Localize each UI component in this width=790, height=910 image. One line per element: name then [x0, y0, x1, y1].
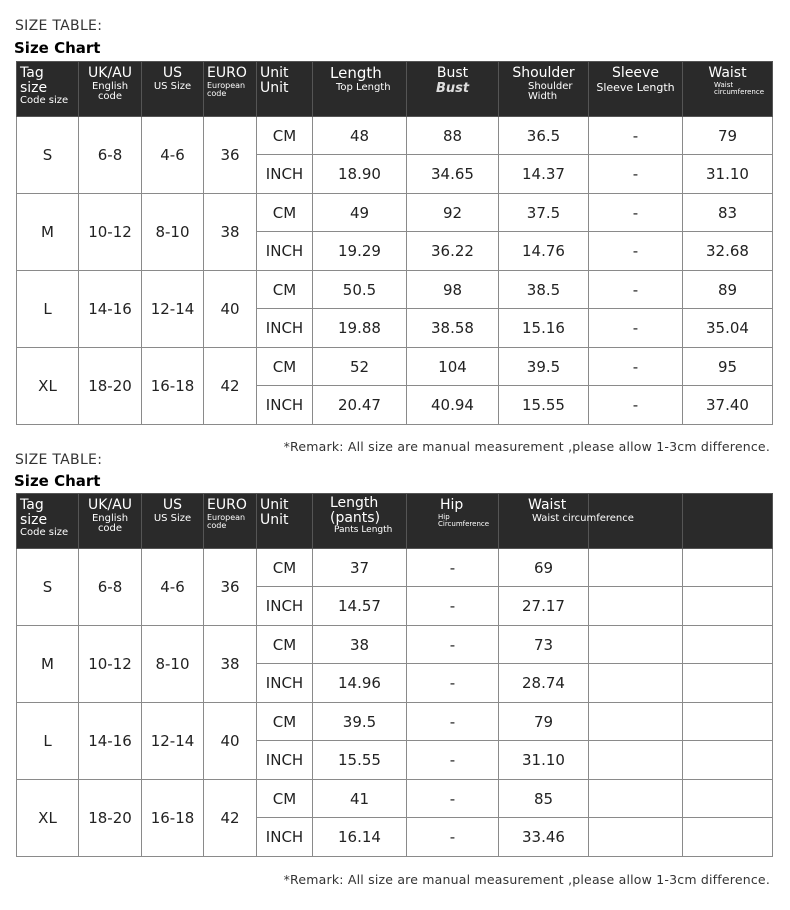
sleeve-cell: -: [589, 348, 683, 386]
unit-cell: INCH: [257, 741, 313, 780]
bust-cell: 40.94: [407, 386, 499, 425]
bust-cell: 36.22: [407, 232, 499, 271]
hip-cell: -: [407, 780, 499, 818]
hip-cell: -: [407, 818, 499, 857]
top-size-table: [16, 61, 773, 425]
hip-cell: -: [407, 703, 499, 741]
waist-cell: 79: [499, 703, 589, 741]
empty-cell: [589, 703, 683, 741]
length-cell: 14.96: [313, 664, 407, 703]
table-row: [17, 117, 773, 155]
header-waist: Waist Waist circumference: [683, 62, 773, 117]
us-size-cell: 16-18: [142, 780, 204, 857]
empty-cell: [683, 626, 773, 664]
empty-cell: [589, 741, 683, 780]
unit-cell: INCH: [257, 818, 313, 857]
header-us: US US Size: [142, 62, 204, 117]
header-length: Length Top Length: [313, 62, 407, 117]
hip-cell: -: [407, 741, 499, 780]
header-shoulder: Shoulder Shoulder Width: [499, 62, 589, 117]
waist-cell: 83: [683, 194, 773, 232]
uk-au-cell: 6-8: [79, 549, 142, 626]
unit-cell: CM: [257, 117, 313, 155]
waist-cell: 31.10: [499, 741, 589, 780]
waist-cell: 31.10: [683, 155, 773, 194]
header-unit: Unit Unit: [257, 494, 313, 549]
bust-cell: 38.58: [407, 309, 499, 348]
empty-cell: [589, 587, 683, 626]
uk-au-cell: 14-16: [79, 703, 142, 780]
waist-cell: 32.68: [683, 232, 773, 271]
bust-cell: 98: [407, 271, 499, 309]
size-chart-title: Size Chart: [14, 39, 101, 57]
sleeve-cell: -: [589, 194, 683, 232]
tag-size-cell: L: [17, 271, 79, 348]
sleeve-cell: -: [589, 271, 683, 309]
header-euro: EURO European code: [204, 494, 257, 549]
bust-cell: 92: [407, 194, 499, 232]
us-size-cell: 8-10: [142, 626, 204, 703]
empty-cell: [589, 549, 683, 587]
sleeve-cell: -: [589, 232, 683, 271]
empty-cell: [683, 587, 773, 626]
shoulder-cell: 36.5: [499, 117, 589, 155]
euro-size-cell: 36: [204, 117, 257, 194]
header-waist: Waist Waist circumference: [499, 494, 589, 549]
sleeve-cell: -: [589, 155, 683, 194]
header-tag-size: Tag size Code size: [17, 62, 79, 117]
empty-cell: [589, 780, 683, 818]
header-uk-au: UK/AU English code: [79, 494, 142, 549]
measurement-remark: *Remark: All size are manual measurement ,please allow 1-3cm difference.: [283, 439, 770, 454]
euro-size-cell: 42: [204, 780, 257, 857]
uk-au-cell: 6-8: [79, 117, 142, 194]
unit-cell: INCH: [257, 309, 313, 348]
waist-cell: 89: [683, 271, 773, 309]
hip-cell: -: [407, 549, 499, 587]
unit-cell: INCH: [257, 232, 313, 271]
tag-size-cell: S: [17, 549, 79, 626]
header-unit: Unit Unit: [257, 62, 313, 117]
length-cell: 39.5: [313, 703, 407, 741]
length-cell: 48: [313, 117, 407, 155]
header-hip: Hip Hip Circumference: [407, 494, 499, 549]
empty-cell: [683, 780, 773, 818]
euro-size-cell: 36: [204, 549, 257, 626]
empty-cell: [683, 549, 773, 587]
unit-cell: CM: [257, 348, 313, 386]
length-cell: 52: [313, 348, 407, 386]
waist-cell: 37.40: [683, 386, 773, 425]
table-header-row: [17, 62, 773, 117]
unit-cell: CM: [257, 194, 313, 232]
unit-cell: INCH: [257, 386, 313, 425]
us-size-cell: 16-18: [142, 348, 204, 425]
table-row: [17, 348, 773, 386]
waist-cell: 27.17: [499, 587, 589, 626]
length-cell: 14.57: [313, 587, 407, 626]
hip-cell: -: [407, 626, 499, 664]
euro-size-cell: 42: [204, 348, 257, 425]
unit-cell: CM: [257, 626, 313, 664]
table-row: [17, 626, 773, 664]
header-empty: [683, 494, 773, 549]
waist-cell: 69: [499, 549, 589, 587]
header-bust: Bust Bust: [407, 62, 499, 117]
tag-size-cell: XL: [17, 780, 79, 857]
tag-size-cell: XL: [17, 348, 79, 425]
empty-cell: [683, 703, 773, 741]
euro-size-cell: 40: [204, 703, 257, 780]
length-cell: 18.90: [313, 155, 407, 194]
empty-cell: [589, 626, 683, 664]
size-section-bottom: [0, 450, 790, 910]
empty-cell: [589, 664, 683, 703]
length-cell: 49: [313, 194, 407, 232]
waist-cell: 79: [683, 117, 773, 155]
tag-size-cell: M: [17, 626, 79, 703]
shoulder-cell: 38.5: [499, 271, 589, 309]
header-us: US US Size: [142, 494, 204, 549]
length-cell: 19.29: [313, 232, 407, 271]
unit-cell: CM: [257, 549, 313, 587]
header-sleeve: Sleeve Sleeve Length: [589, 62, 683, 117]
unit-cell: CM: [257, 271, 313, 309]
uk-au-cell: 18-20: [79, 348, 142, 425]
unit-cell: INCH: [257, 587, 313, 626]
table-row: [17, 271, 773, 309]
length-cell: 41: [313, 780, 407, 818]
shoulder-cell: 37.5: [499, 194, 589, 232]
length-cell: 37: [313, 549, 407, 587]
size-chart-title: Size Chart: [14, 472, 101, 490]
shoulder-cell: 15.16: [499, 309, 589, 348]
measurement-remark: *Remark: All size are manual measurement ,please allow 1-3cm difference.: [283, 872, 770, 887]
uk-au-cell: 18-20: [79, 780, 142, 857]
us-size-cell: 12-14: [142, 703, 204, 780]
euro-size-cell: 38: [204, 626, 257, 703]
shoulder-cell: 39.5: [499, 348, 589, 386]
us-size-cell: 4-6: [142, 117, 204, 194]
euro-size-cell: 38: [204, 194, 257, 271]
pants-size-table: [16, 493, 773, 857]
size-table-pretitle: SIZE TABLE:: [15, 452, 103, 468]
header-euro: EURO European code: [204, 62, 257, 117]
uk-au-cell: 14-16: [79, 271, 142, 348]
euro-size-cell: 40: [204, 271, 257, 348]
us-size-cell: 4-6: [142, 549, 204, 626]
waist-cell: 28.74: [499, 664, 589, 703]
header-length-pants: Length (pants) Pants Length: [313, 494, 407, 549]
unit-cell: INCH: [257, 155, 313, 194]
length-cell: 38: [313, 626, 407, 664]
header-tag-size: Tag size Code size: [17, 494, 79, 549]
waist-cell: 73: [499, 626, 589, 664]
sleeve-cell: -: [589, 309, 683, 348]
waist-cell: 85: [499, 780, 589, 818]
length-cell: 16.14: [313, 818, 407, 857]
bust-cell: 88: [407, 117, 499, 155]
size-table-pretitle: SIZE TABLE:: [15, 18, 103, 34]
waist-cell: 95: [683, 348, 773, 386]
length-cell: 15.55: [313, 741, 407, 780]
empty-cell: [589, 818, 683, 857]
shoulder-cell: 14.37: [499, 155, 589, 194]
waist-cell: 35.04: [683, 309, 773, 348]
tag-size-cell: S: [17, 117, 79, 194]
table-row: [17, 549, 773, 587]
us-size-cell: 12-14: [142, 271, 204, 348]
empty-cell: [683, 818, 773, 857]
tag-size-cell: M: [17, 194, 79, 271]
length-cell: 19.88: [313, 309, 407, 348]
hip-cell: -: [407, 587, 499, 626]
hip-cell: -: [407, 664, 499, 703]
table-header-row: [17, 494, 773, 549]
tag-size-cell: L: [17, 703, 79, 780]
bust-cell: 34.65: [407, 155, 499, 194]
shoulder-cell: 14.76: [499, 232, 589, 271]
unit-cell: CM: [257, 780, 313, 818]
length-cell: 20.47: [313, 386, 407, 425]
empty-cell: [683, 664, 773, 703]
length-cell: 50.5: [313, 271, 407, 309]
uk-au-cell: 10-12: [79, 626, 142, 703]
table-row: [17, 194, 773, 232]
header-uk-au: UK/AU English code: [79, 62, 142, 117]
table-row: [17, 780, 773, 818]
sleeve-cell: -: [589, 117, 683, 155]
unit-cell: CM: [257, 703, 313, 741]
empty-cell: [683, 741, 773, 780]
bust-cell: 104: [407, 348, 499, 386]
table-row: [17, 703, 773, 741]
unit-cell: INCH: [257, 664, 313, 703]
uk-au-cell: 10-12: [79, 194, 142, 271]
sleeve-cell: -: [589, 386, 683, 425]
waist-cell: 33.46: [499, 818, 589, 857]
shoulder-cell: 15.55: [499, 386, 589, 425]
us-size-cell: 8-10: [142, 194, 204, 271]
